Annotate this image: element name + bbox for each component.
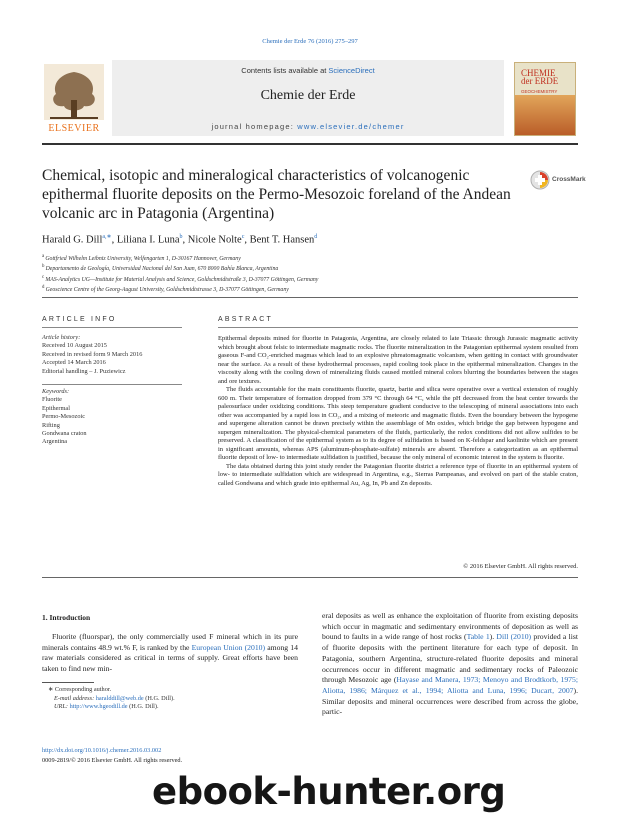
crossmark-icon[interactable]: [530, 170, 550, 190]
issn-line: 0009-2819/© 2016 Elsevier GmbH. All rights reserved.: [42, 757, 183, 764]
author-name: Nicole Nolte: [187, 234, 242, 246]
contents-prefix: Contents lists available at: [241, 66, 329, 75]
keyword-item: Argentina: [42, 438, 68, 446]
affiliation-list: [42, 253, 578, 294]
author-affiliation-marker[interactable]: c: [241, 234, 245, 240]
crossmark-label[interactable]: CrossMark: [552, 176, 586, 183]
doi-link[interactable]: http://dx.doi.org/10.1016/j.chemer.2016.03.002: [42, 747, 162, 754]
affiliation-item: $^c$ MAS-Analytics UG—Institute for Material Analysis and Science, Goldschmidtstraße 3, D-37077 Göttingen, Germany: [42, 274, 319, 283]
author-name: Harald G. Dill: [42, 234, 103, 246]
body-paragraph: Fluorite (fluorspar), the only commercially used F mineral which in its pure minerals contains 48.9 wt.% F, is ranked by the European Union (2010) among 14 raw materials considered as critical in terms of supply. Great efforts have been taken to find new min-: [42, 632, 298, 674]
front-matter-divider: [42, 297, 578, 298]
journal-citation[interactable]: Chemie der Erde 76 (2016) 275–297: [262, 38, 358, 45]
homepage-link[interactable]: www.elsevier.de/chemer: [297, 122, 405, 131]
history-item: Accepted 14 March 2016: [42, 359, 106, 367]
abstract-divider: [218, 327, 578, 328]
abstract-paragraph: The data obtained during this joint study render the Patagonian fluorite district a reference type of fluorite in an epithermal system of low- to intermediate sulfidation which are widespread in Argentina, e.g., Sierras Pampeanas, and evolved on part of the stable craton, called Gondwana and which grade into epithermal Au, Ag, In, Pb and Zn deposits.: [218, 462, 578, 487]
header-divider: [42, 143, 578, 145]
history-label: Article history:: [42, 334, 81, 341]
table-link[interactable]: Table 1: [466, 632, 490, 642]
keyword-list: [42, 388, 182, 447]
keyword-item: Permo-Mesozoic: [42, 413, 86, 421]
article-info-divider: [42, 327, 182, 328]
footnote-divider: [42, 682, 94, 683]
watermark-text: ebook-hunter.org: [152, 770, 506, 813]
email-link[interactable]: haralddill@web.de: [95, 694, 144, 702]
article-info-heading: ARTICLE INFO: [42, 316, 117, 323]
abstract-paragraph: Epithermal deposits mined for fluorite in Patagonia, Argentina, are closely related to late Triassic through Jurassic magmatic activity which brought about felsic to intermediate magmatic rocks. The fluorite mineralization in the Patagonian epithermal system resulted from gaseous F-and CO₂-enriched magmas which lead to an explosive phreatomagmatic volcanism, when getting in contact with groundwater near the surface. As a result of these hydrothermal processes, rapid cooling took place in the epithermal mineralization. Changes in the viscosity along with the cooling down of mineralizing fluids caused mottled mineral colors blurring the boundaries between the stages and ore textures.: [218, 335, 578, 385]
author-list: Harald G. Dill$^{a,∗}$, Liliana I. Luna$^b$, Nicole Nolte$^c$, Bent T. Hansen$^d$: [42, 234, 318, 246]
reference-link[interactable]: European Union (2010): [191, 642, 266, 652]
author-affiliation-marker[interactable]: d: [314, 234, 318, 240]
keyword-item: Gondwana craton: [42, 430, 87, 438]
cover-title: CHEMIE der ERDE: [521, 68, 559, 86]
article-history: [42, 334, 182, 376]
keyword-item: Fluorite: [42, 396, 62, 404]
reference-link[interactable]: Dill (2010): [496, 632, 532, 642]
homepage-url-link[interactable]: http://www.hgeodill.de: [69, 703, 128, 711]
abstract-end-divider: [42, 577, 578, 578]
affiliation-item: $^a$ Gottfried Wilhelm Leibniz University, Welfengarten 1, D-30167 Hannover, Germany: [42, 254, 241, 262]
affiliation-item: $^b$ Departamento de Geología, Universidad Nacional del San Juan, 670 8000 Bahía Blanca, Argentina: [42, 264, 279, 273]
journal-name: Chemie der Erde: [260, 88, 356, 103]
cover-artwork: [515, 95, 576, 136]
affiliation-item: $^d$ Geoscience Centre of the Georg-August University, Goldschmidtstrasse 3, D-37077 Göttingen, Germany: [42, 284, 289, 293]
author-affiliation-marker[interactable]: b: [179, 234, 183, 240]
author-name: Liliana I. Luna: [116, 234, 180, 246]
body-column-right: eral deposits as well as enhance the exploitation of fluorite from existing deposits which occur in magmatic and sedimentary environments of deposition as well as bound to faults in a wide range of host rocks (Table 1). Dill (2010) provided a list of fluorite deposits with the pertinent literature for each type of deposit. In Patagonia, southern Argentina, structure-related fluorite deposits and mineral occurrences occur in different magmatic and sedimentary rocks of Paleozoic through Mesozoic age (Hayase and Manera, 1973; Menoyo and Brodtkorb, 1975; Aliotta, 1986; Márquez et al., 1994; Aliotta and Luna, 1996; Ducart, 2007). Similar deposits and mineral occurrences were described from across the globe, partic-: [322, 611, 578, 717]
abstract-paragraph: The fluids accountable for the main constituents fluorite, quartz, barite and silica were operative over a vertical extension of roughly 600 m. Their temperature of formation dropped from 379 °C through 64 °C, while the pH decreased from the heat center towards the paleosurface under oxidizing conditions. This steep temperature gradient conducive to the telescoping of mineral associations into each other was accompanied by a rapid loss in CO₂, and a mixing of meteoric and magmatic fluids. Even the boundary between the hypogene and supergene alteration cannot be drawn precisely within the assemblage of Mn oxides, which bridge the gap between hypogene and supergen mineralization. The physical-chemical parameters of the fluids, particularly, the redox conditions did not allow sulfides to be preserved. A classification of the epithermal system as to its degree of sulfidation is based on K-feldspar and kaolinite which are present in significant amounts, whereas APS (aluminum-phosphate-sulfate) minerals are absent. Therefore a categorization as an epithermal fluorite deposit of low- to intermediate sulfidation is justified, because the only mineral of economic interest in the system is fluorite.: [218, 386, 578, 461]
introduction-heading: 1. Introduction: [42, 613, 91, 622]
body-column-left: [42, 632, 298, 675]
history-item: Editorial handling – J. Puziewicz: [42, 367, 126, 375]
footnote: [42, 686, 298, 712]
abstract-heading: ABSTRACT: [218, 316, 273, 323]
contents-line: [112, 66, 504, 75]
homepage-prefix: journal homepage:: [211, 122, 298, 131]
abstract-body: [218, 335, 578, 488]
elsevier-wordmark: ELSEVIER: [48, 123, 100, 134]
keywords-divider: [42, 384, 182, 385]
email-line: E-mail address: haralddill@web.de (H.G. Dill).: [54, 694, 175, 702]
keywords-label: Keywords:: [42, 388, 70, 395]
cover-subtitle: GEOCHEMISTRY: [521, 89, 558, 94]
reference-link[interactable]: Hayase and Manera, 1973; Menoyo and Brodtkorb, 1975; Aliotta, 1986; Márquez et al., 1994; Aliotta and Luna, 1996; Ducart, 2007: [322, 675, 578, 695]
journal-cover-image: [514, 62, 576, 136]
keyword-item: Rifting: [42, 421, 60, 429]
author-affiliation-marker[interactable]: a,∗: [102, 234, 112, 240]
history-item: Received in revised form 9 March 2016: [42, 350, 143, 358]
abstract-copyright: © 2016 Elsevier GmbH. All rights reserved.: [463, 563, 578, 570]
keyword-item: Epithermal: [42, 404, 70, 412]
corresponding-author-note: ∗ Corresponding author.: [48, 686, 112, 693]
sciencedirect-link[interactable]: ScienceDirect: [328, 66, 375, 75]
homepage-line: [112, 122, 504, 131]
history-item: Received 10 August 2015: [42, 342, 107, 350]
author-name: Bent T. Hansen: [249, 234, 315, 246]
article-title: Chemical, isotopic and mineralogical characteristics of volcanogenic epithermal fluorite deposits on the Permo-Mesozoic foreland of the Andean volcanic arc in Patagonia (Argentina): [42, 167, 511, 222]
url-line: URL: http://www.hgeodill.de (H.G. Dill).: [54, 703, 159, 711]
